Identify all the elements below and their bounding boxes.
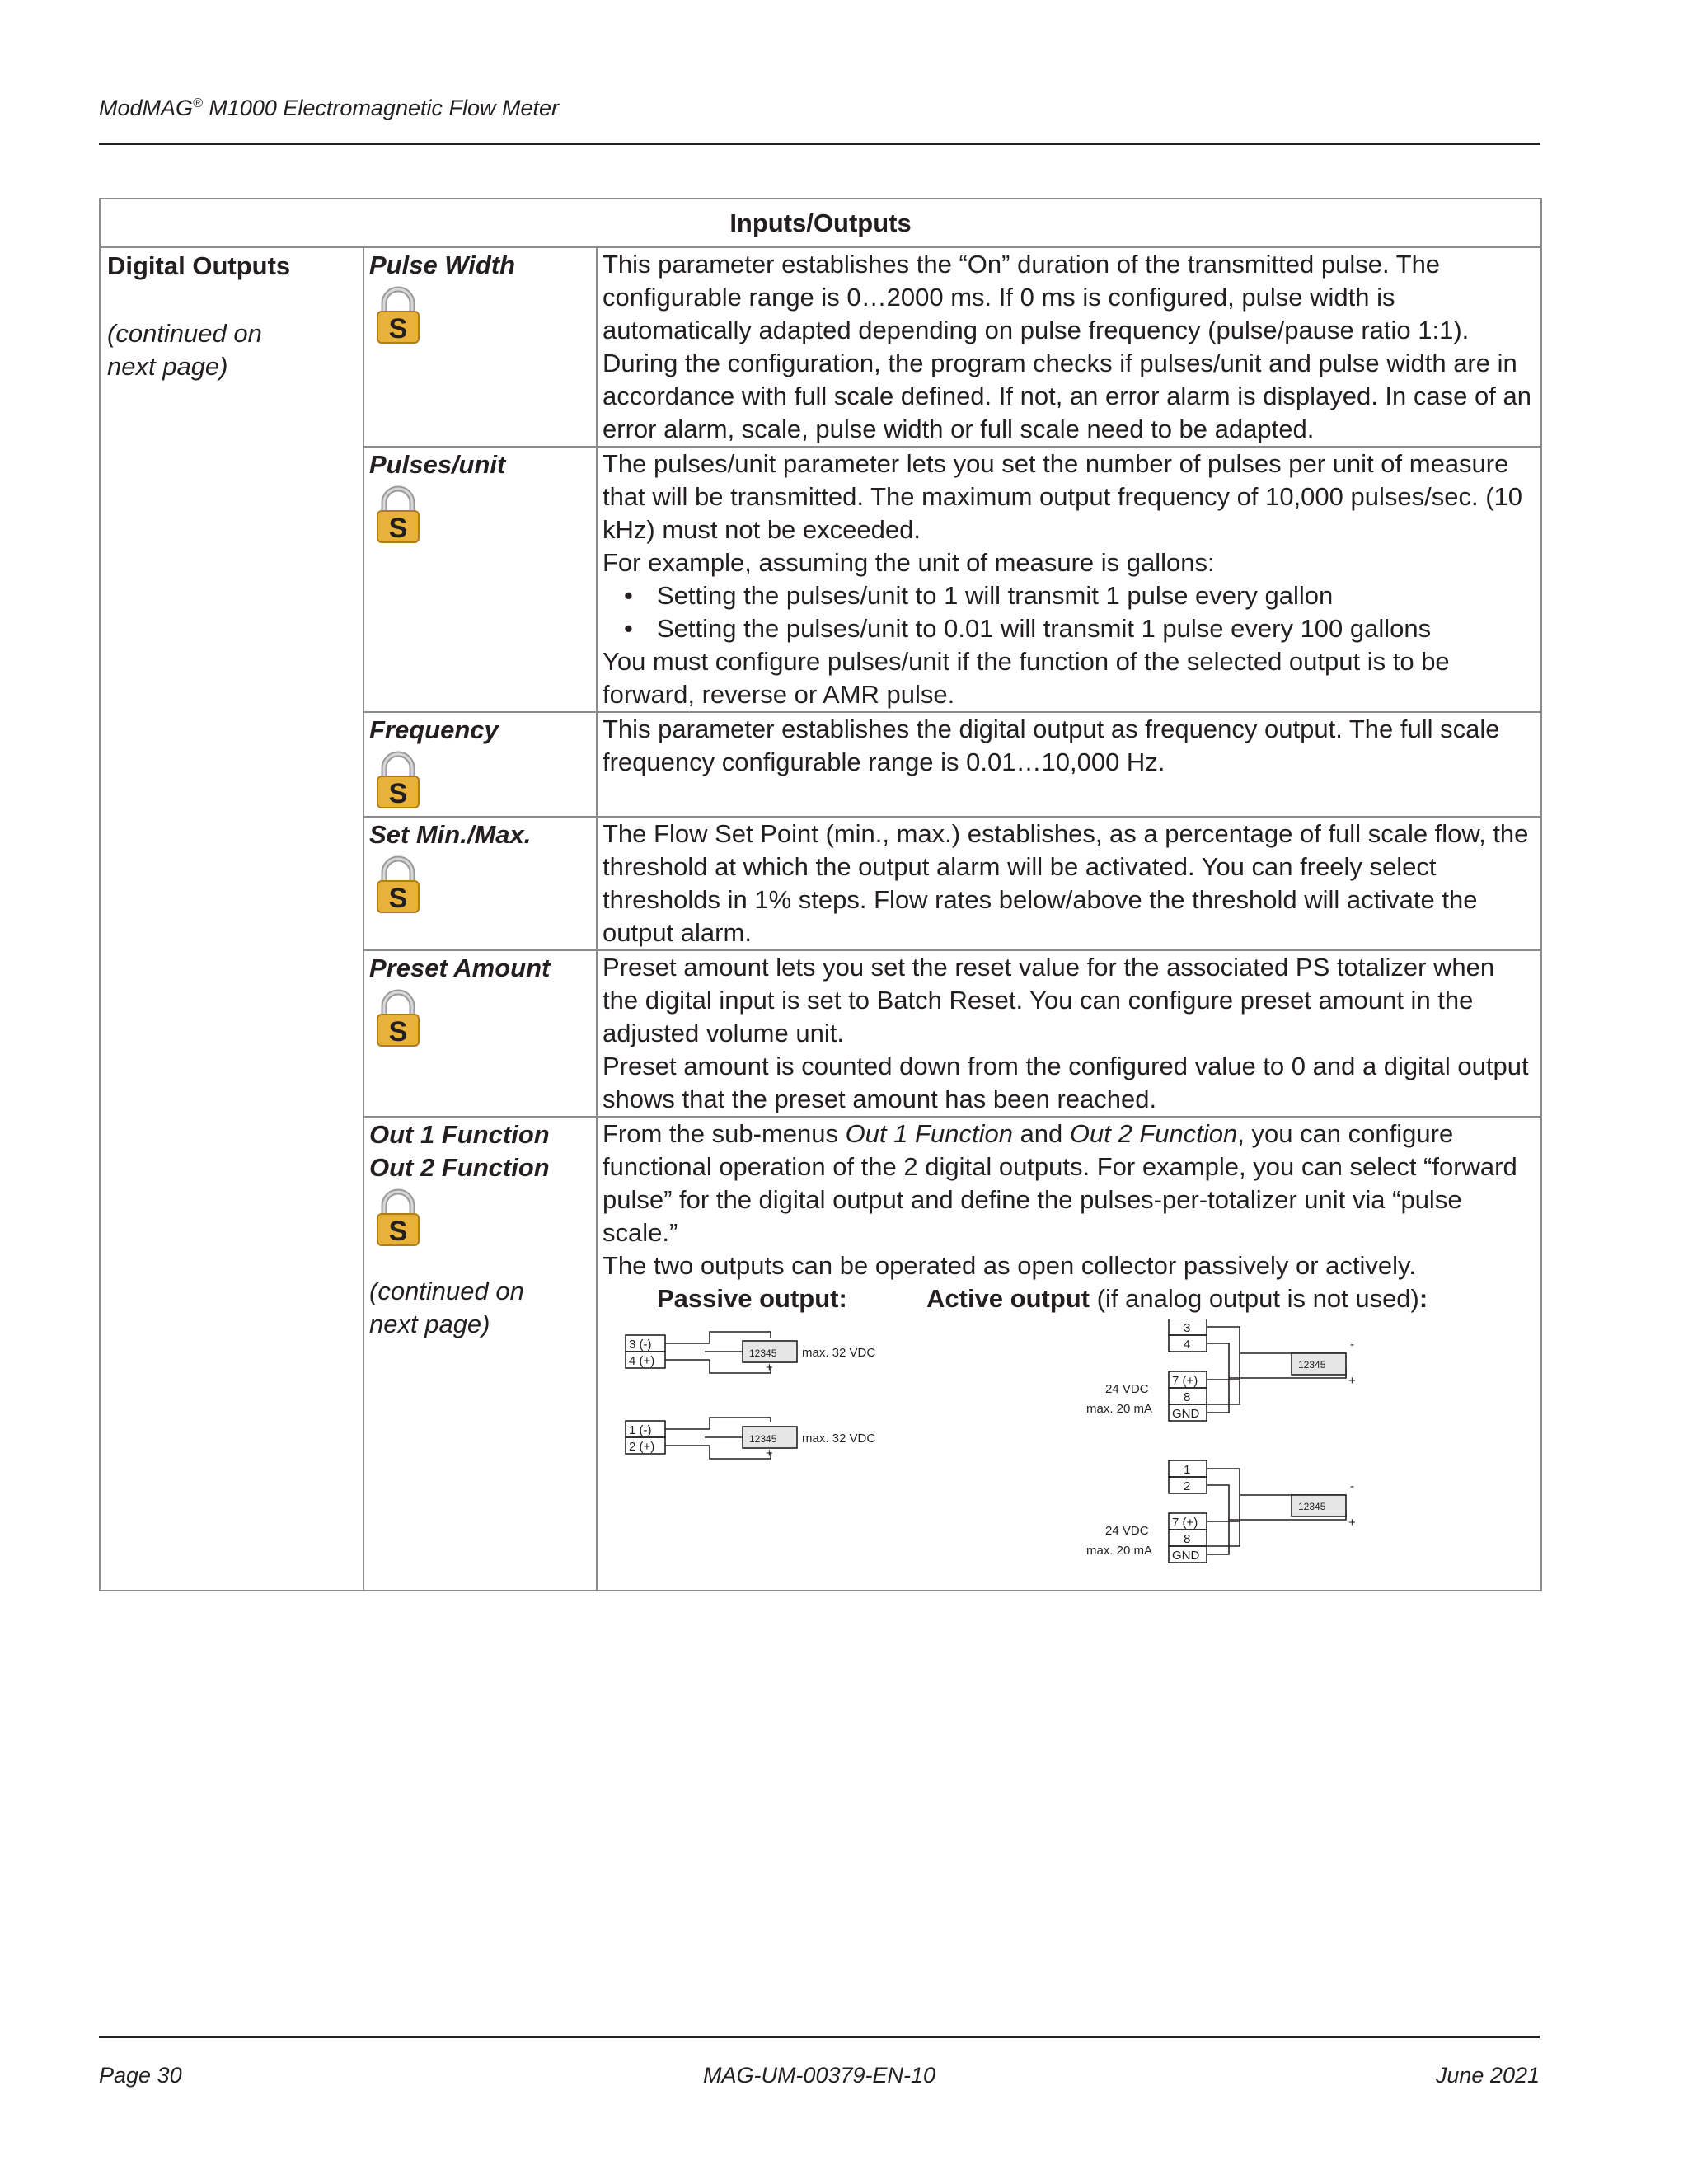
supply-voltage-label: 24 VDC <box>1105 1382 1149 1396</box>
active-output-title: Active output <box>926 1284 1090 1313</box>
voltage-label: max. 32 VDC <box>802 1346 876 1360</box>
document-header-title <box>99 96 559 121</box>
header-title-rest: M1000 Electromagnetic Flow Meter <box>202 96 559 120</box>
description-cell <box>597 247 1541 447</box>
output-headings <box>603 1282 1536 1315</box>
counter-label: 12345 <box>749 1433 777 1445</box>
polarity-plus: + <box>766 1446 773 1460</box>
terminal-label: 7 (+) <box>1172 1516 1198 1530</box>
param-name: Pulse Width <box>369 251 516 279</box>
header-brand: ModMAG <box>99 96 194 120</box>
header-rule <box>99 143 1540 145</box>
param-cell <box>363 950 597 1117</box>
document-date: June 2021 <box>1435 2063 1540 2088</box>
svg-text:S: S <box>388 883 408 914</box>
counter-label: 12345 <box>1298 1359 1326 1371</box>
terminal-label: 4 (+) <box>629 1354 655 1368</box>
terminal-label: 4 <box>1184 1338 1191 1352</box>
supply-voltage-label: 24 VDC <box>1105 1524 1149 1538</box>
text-run: and <box>1012 1119 1070 1148</box>
description-cell <box>597 817 1541 950</box>
header-reg-mark: ® <box>193 96 203 110</box>
active-output-note: (if analog output is not used) <box>1090 1284 1419 1313</box>
text-run-italic: Out 1 Function <box>845 1119 1013 1148</box>
text-run: From the sub-menus <box>603 1119 846 1148</box>
param-cell <box>363 1117 597 1591</box>
param-name: Frequency <box>369 715 499 744</box>
polarity-plus: + <box>766 1361 773 1375</box>
terminal-label: 2 (+) <box>629 1440 655 1454</box>
svg-text:S: S <box>388 778 408 809</box>
terminal-label: 2 <box>1184 1479 1191 1493</box>
supply-current-label: max. 20 mA <box>1086 1544 1153 1558</box>
description-text: This parameter establishes the “On” duration of the transmitted pulse. The configurable range is 0…2000 ms. If 0 ms is configured, pulse width is automatically adapted depending on pulse frequency (pulse/pause ratio 1:1). During the configuration, the program checks if pulses/unit and pulse width are in accordance with full scale defined. If not, an error alarm is displayed. In case of an error alarm, scale, pulse width or full scale need to be adapted. <box>603 250 1531 443</box>
supply-current-label: max. 20 mA <box>1086 1402 1153 1416</box>
lock-icon <box>374 750 422 809</box>
terminal-label: 1 (-) <box>629 1423 652 1437</box>
description-text <box>603 1118 1536 1249</box>
table-heading: Inputs/Outputs <box>100 199 1541 247</box>
description-cell <box>597 1117 1541 1591</box>
terminal-label: GND <box>1172 1407 1200 1421</box>
description-cell <box>597 447 1541 712</box>
lock-icon <box>374 485 422 544</box>
page-number: Page 30 <box>99 2063 182 2088</box>
description-text: For example, assuming the unit of measure is gallons: <box>603 548 1215 577</box>
polarity-minus: - <box>1350 1338 1354 1352</box>
bullet-list <box>603 579 1536 645</box>
description-text: You must configure pulses/unit if the function of the selected output is to be forward, reverse or AMR pulse. <box>603 647 1450 709</box>
description-text: The Flow Set Point (min., max.) establishes, as a percentage of full scale flow, the threshold at which the output alarm will be activated. You can freely select thresholds in 1% steps. Flow rates below/above the threshold will activate the output alarm. <box>603 819 1529 947</box>
section-title: Digital Outputs <box>107 251 291 280</box>
param-name: Set Min./Max. <box>369 820 532 849</box>
lock-icon <box>374 1188 422 1247</box>
text-run-italic: Out 2 Function <box>1069 1119 1238 1148</box>
terminal-label: 7 (+) <box>1172 1374 1198 1388</box>
section-cell <box>100 247 363 1591</box>
svg-text:S: S <box>388 1016 408 1047</box>
description-text: The pulses/unit parameter lets you set the number of pulses per unit of measure that will be transmitted. The maximum output frequency of 10,000 pulses/sec. (10 kHz) must not be exceeded. <box>603 449 1522 544</box>
passive-output-label: Passive output: <box>657 1284 847 1313</box>
text-run: , you can configure functional operation of the 2 digital outputs. For example, you can select “forward pulse” for the digital output and define the pulses-per-totalizer unit via “pulse scale.” <box>603 1119 1517 1247</box>
list-item: • Setting the pulses/unit to 0.01 will transmit 1 pulse every 100 gallons <box>603 612 1536 645</box>
active-output-label <box>926 1282 1428 1315</box>
description-text: Preset amount is counted down from the configured value to 0 and a digital output shows that the preset amount has been reached. <box>603 1052 1529 1113</box>
param-cell <box>363 447 597 712</box>
inputs-outputs-table <box>99 198 1542 1591</box>
terminal-label: 8 <box>1184 1532 1191 1546</box>
polarity-plus: + <box>1348 1516 1356 1530</box>
param-name: Out 2 Function <box>369 1153 550 1182</box>
param-name: Pulses/unit <box>369 450 506 479</box>
description-text: This parameter establishes the digital output as frequency output. The full scale frequency configurable range is 0.01…10,000 Hz. <box>603 715 1500 776</box>
param-name: Out 1 Function <box>369 1120 550 1149</box>
polarity-plus: + <box>1348 1374 1356 1388</box>
terminal-label: GND <box>1172 1549 1200 1563</box>
param-name: Preset Amount <box>369 954 551 982</box>
table-row <box>100 247 1541 447</box>
counter-label: 12345 <box>749 1347 777 1359</box>
document-number: MAG-UM-00379-EN-10 <box>702 2063 936 2088</box>
footer-rule <box>99 2036 1540 2038</box>
wiring-diagram <box>603 1319 1534 1582</box>
description-cell <box>597 712 1541 817</box>
svg-text:S: S <box>388 1216 408 1247</box>
description-text: The two outputs can be operated as open collector passively or actively. <box>603 1251 1416 1280</box>
description-text: Preset amount lets you set the reset value for the associated PS totalizer when the digital input is set to Batch Reset. You can configure preset amount in the adjusted volume unit. <box>603 953 1495 1047</box>
continued-note: (continued on next page) <box>107 319 262 381</box>
description-cell <box>597 950 1541 1117</box>
terminal-label: 3 (-) <box>629 1338 652 1352</box>
lock-icon <box>374 285 422 344</box>
polarity-minus: - <box>767 1324 771 1338</box>
voltage-label: max. 32 VDC <box>802 1432 876 1446</box>
svg-text:S: S <box>388 513 408 544</box>
param-cell <box>363 712 597 817</box>
polarity-minus: - <box>1350 1479 1354 1493</box>
counter-label: 12345 <box>1298 1501 1326 1512</box>
terminal-label: 8 <box>1184 1390 1191 1404</box>
lock-icon <box>374 855 422 914</box>
param-cell <box>363 817 597 950</box>
polarity-minus: - <box>767 1410 771 1424</box>
lock-icon <box>374 988 422 1047</box>
active-output-colon: : <box>1418 1284 1428 1313</box>
continued-note: (continued on next page) <box>369 1277 524 1338</box>
terminal-label: 3 <box>1184 1321 1191 1335</box>
list-item: • Setting the pulses/unit to 1 will transmit 1 pulse every gallon <box>603 579 1536 612</box>
param-cell <box>363 247 597 447</box>
terminal-label: 1 <box>1184 1463 1191 1477</box>
svg-text:S: S <box>388 313 408 344</box>
